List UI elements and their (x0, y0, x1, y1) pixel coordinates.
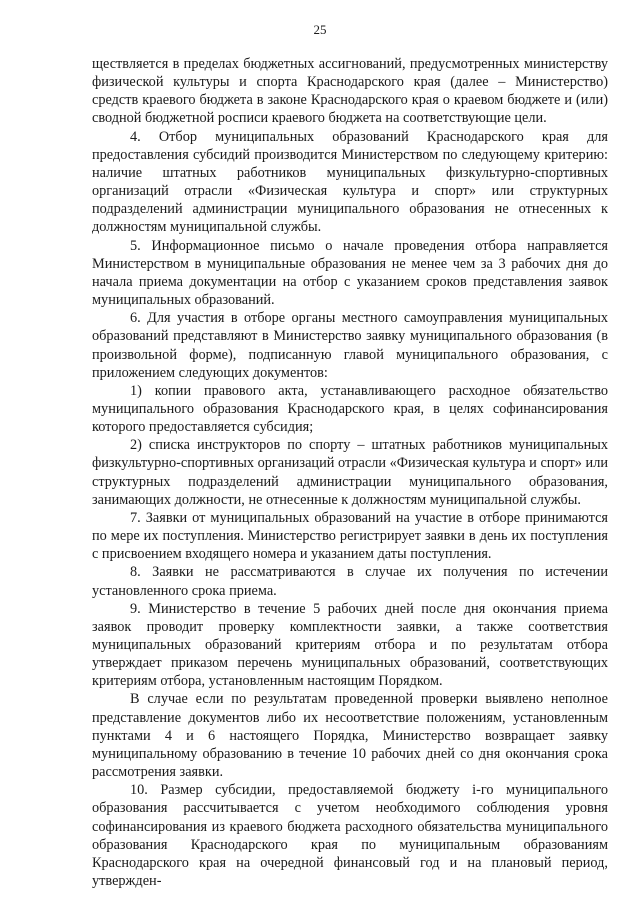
paragraph: 2) списка инструкторов по спорту – штатных работников муниципальных физкультурно-спортивных организаций отрасли «Физическая культура и спорт» или структурных подразделений администрации муниципального образования, занимающих должности, не отнесенные к должностям муниципальной службы. (92, 437, 608, 508)
page-number: 25 (313, 22, 327, 37)
paragraph: 9. Министерство в течение 5 рабочих дней после дня окончания приема заявок проводит проверку комплектности заявки, а также соответствия муниципальных образований критериям отбора и по результатам отбора утверждает приказом перечень муниципальных образований, соответствующих критериям отбора, установленным настоящим Порядком. (92, 600, 608, 690)
paragraph: 6. Для участия в отборе органы местного самоуправления муниципальных образований представляют в Министерство заявку муниципального образования (в произвольной форме), подписанную главой муниципального образования, с приложением следующих документов: (92, 310, 608, 381)
paragraph: 8. Заявки не рассматриваются в случае их получения по истечении установленного срока приема. (92, 564, 608, 599)
document-body (92, 55, 608, 890)
paragraph: В случае если по результатам проведенной проверки выявлено неполное представление документов либо их несоответствие положениям, установленным пунктами 4 и 6 настоящего Порядка, Министерство возвращает заявку муниципальному образованию в течение 10 рабочих дней со дня окончания срока рассмотрения заявки. (92, 691, 608, 781)
paragraph: 7. Заявки от муниципальных образований на участие в отборе принимаются по мере их поступления. Министерство регистрирует заявки в день их поступления с присвоением входящего номера и указанием даты поступления. (92, 509, 608, 563)
paragraph: ществляется в пределах бюджетных ассигнований, предусмотренных министерству физической культуры и спорта Краснодарского края (далее – Министерство) средств краевого бюджета в законе Краснодарского края о краевом бюджете и (или) сводной бюджетной росписи краевого бюджета на соответствующие цели. (92, 56, 608, 127)
paragraph: 4. Отбор муниципальных образований Краснодарского края для предоставления субсидий производится Министерством по следующему критерию: наличие штатных работников муниципальных физкультурно-спортивных организаций отрасли «Физическая культура и спорт» или структурных подразделений администрации муниципального образования не отнесенных к должностям муниципальной службы. (92, 128, 608, 236)
paragraph: 1) копии правового акта, устанавливающего расходное обязательство муниципального образования Краснодарского края, в целях софинансирования которого предоставляется субсидия; (92, 382, 608, 436)
paragraph: 10. Размер субсидии, предоставляемой бюджету i-го муниципального образования рассчитывается с учетом необходимого соблюдения уровня софинансирования из краевого бюджета расходного обязательства муниципального образования Краснодарского края по муниципальным образованиям Краснодарского края на очередной финансовый год и на плановый период, утвержден- (92, 782, 608, 890)
paragraph: 5. Информационное письмо о начале проведения отбора направляется Министерством в муниципальные образования не менее чем за 3 рабочих дня до начала приема документации на отбор с указанием сроков представления заявок муниципальных образований. (92, 237, 608, 309)
